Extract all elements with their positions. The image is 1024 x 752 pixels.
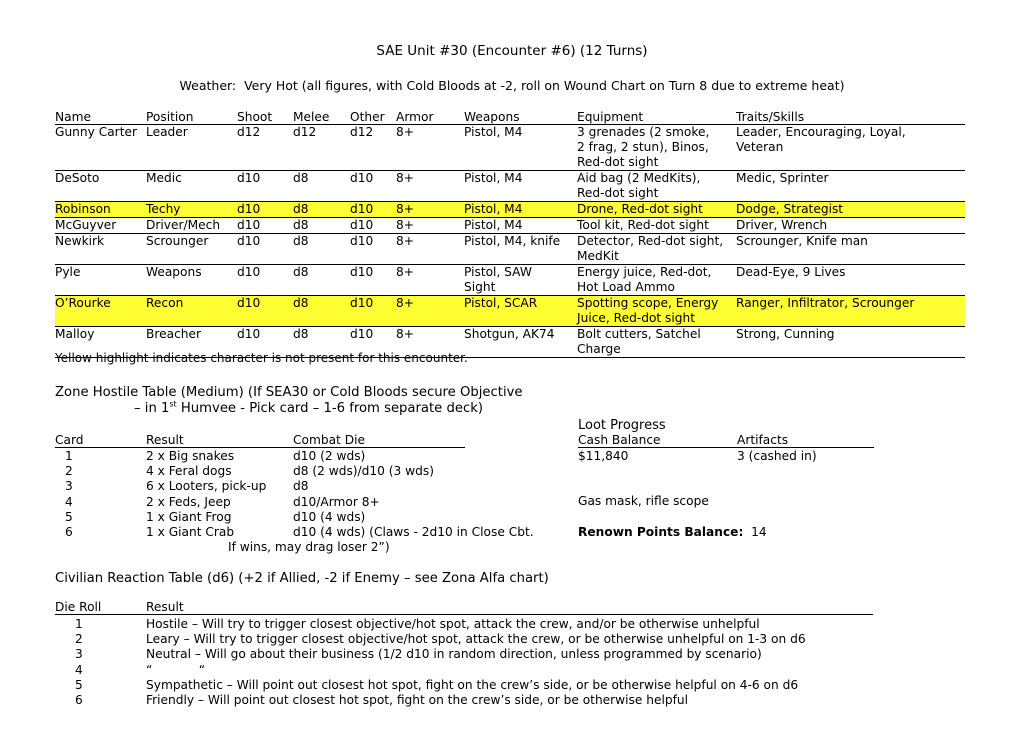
roster-cell-traits: Driver, Wrench <box>736 218 828 232</box>
zone-cell-result: 2 x Big snakes <box>146 449 235 463</box>
roster-row <box>55 171 965 202</box>
roster-cell-equipment: Detector, Red-dot sight, MedKit <box>577 234 724 263</box>
roster-cell-equipment: Energy juice, Red-dot, Hot Load Ammo <box>577 265 712 294</box>
roster-cell-name: Pyle <box>55 265 81 279</box>
roster-cell-position: Leader <box>146 125 188 139</box>
roster-cell-shoot: d10 <box>237 202 261 216</box>
civilian-header-roll: Die Roll <box>55 600 102 614</box>
roster-cell-weapons: Pistol, M4 <box>464 202 523 216</box>
roster-cell-armor: 8+ <box>396 234 414 248</box>
zone-cell-card: 6 <box>65 525 73 539</box>
zone-header-result: Result <box>146 433 184 447</box>
civilian-cell-roll: 1 <box>75 617 83 631</box>
zone-cell-die: d10 (4 wds) <box>293 509 366 524</box>
weather-label: Weather: <box>179 78 237 93</box>
roster-cell-other: d10 <box>350 234 374 248</box>
civilian-table-title: Civilian Reaction Table (d6) (+2 if Allied, -2 if Enemy – see Zona Alfa chart) <box>55 571 549 586</box>
header-equipment: Equipment <box>577 110 644 124</box>
zone-cell-card: 5 <box>65 509 73 524</box>
roster-cell-name: Gunny Carter <box>55 125 137 139</box>
roster-cell-shoot: d10 <box>237 218 261 232</box>
roster-cell-weapons: Pistol, SCAR <box>464 296 538 310</box>
header-armor: Armor <box>396 110 434 124</box>
civilian-row <box>55 663 873 678</box>
roster-cell-melee: d8 <box>293 327 309 341</box>
roster-cell-weapons: Pistol, M4, knife <box>464 234 561 248</box>
zone-subtitle-sup: st <box>169 399 177 409</box>
roster-cell-other: d12 <box>350 125 374 139</box>
roster-cell-melee: d8 <box>293 171 309 185</box>
roster-cell-name: Newkirk <box>55 234 105 248</box>
roster-cell-melee: d8 <box>293 265 309 279</box>
zone-cell-result: 4 x Feral dogs <box>146 464 232 479</box>
header-shoot: Shoot <box>237 110 273 124</box>
roster-cell-equipment: 3 grenades (2 smoke, 2 frag, 2 stun), Binos, Red-dot sight <box>577 125 710 169</box>
roster-row <box>55 296 965 327</box>
renown-value: 14 <box>751 525 767 539</box>
weather-line <box>0 78 1024 93</box>
roster-cell-name: Robinson <box>55 202 111 216</box>
weather-text: Very Hot (all figures, with Cold Bloods at -2, roll on Wound Chart on Turn 8 due to extreme heat) <box>244 78 845 93</box>
roster-cell-armor: 8+ <box>396 125 414 139</box>
zone-row <box>55 449 575 464</box>
roster-cell-position: Scrounger <box>146 234 209 248</box>
roster-cell-melee: d8 <box>293 218 309 232</box>
roster-cell-other: d10 <box>350 265 374 279</box>
roster-cell-name: DeSoto <box>55 171 100 185</box>
loot-header-cash: Cash Balance <box>578 433 661 447</box>
zone-cell-result: 6 x Looters, pick-up <box>146 479 267 494</box>
civilian-cell-roll: 2 <box>75 632 83 647</box>
roster-cell-traits: Strong, Cunning <box>736 327 835 341</box>
zone-cell-card: 3 <box>65 479 73 494</box>
roster-cell-equipment: Tool kit, Red-dot sight <box>577 218 709 232</box>
header-melee: Melee <box>293 110 330 124</box>
roster-cell-weapons: Pistol, M4 <box>464 171 523 185</box>
zone-header-die: Combat Die <box>293 433 365 447</box>
roster-cell-name: Malloy <box>55 327 95 341</box>
highlight-note: Yellow highlight indicates character is not present for this encounter. <box>55 351 468 365</box>
zone-cell-card: 1 <box>65 449 73 463</box>
zone-cell-result: 2 x Feds, Jeep <box>146 494 231 509</box>
loot-cash-value: $11,840 <box>578 449 629 463</box>
zone-cell-die: d8 (2 wds)/d10 (3 wds) <box>293 464 434 479</box>
zone-row <box>55 479 575 494</box>
zone-cell-die: d10 (2 wds) <box>293 449 366 463</box>
loot-items: Gas mask, rifle scope <box>578 494 709 508</box>
zone-continuation: If wins, may drag loser 2”) <box>228 540 390 554</box>
roster-cell-equipment: Aid bag (2 MedKits), Red-dot sight <box>577 171 701 200</box>
zone-header-card: Card <box>55 433 84 447</box>
zone-cell-die: d10 (4 wds) (Claws - 2d10 in Close Cbt. <box>293 525 534 539</box>
zone-cell-card: 2 <box>65 464 73 479</box>
roster-cell-shoot: d10 <box>237 265 261 279</box>
civilian-row <box>55 647 873 662</box>
zone-header-row <box>55 433 465 448</box>
civilian-cell-roll: 6 <box>75 693 83 707</box>
roster-cell-weapons: Pistol, M4 <box>464 125 523 139</box>
civilian-cell-roll: 5 <box>75 677 83 692</box>
roster-cell-traits: Medic, Sprinter <box>736 171 829 185</box>
civilian-row <box>55 678 873 693</box>
roster-cell-other: d10 <box>350 296 374 310</box>
roster-cell-shoot: d10 <box>237 296 261 310</box>
roster-cell-equipment: Drone, Red-dot sight <box>577 202 703 216</box>
roster-row <box>55 265 965 296</box>
civilian-row <box>55 693 873 708</box>
roster-row <box>55 218 965 234</box>
loot-title: Loot Progress <box>578 418 666 433</box>
roster-cell-melee: d12 <box>293 125 317 139</box>
loot-artifacts-value: 3 (cashed in) <box>737 449 817 463</box>
roster-cell-shoot: d10 <box>237 171 261 185</box>
roster-table <box>55 109 965 358</box>
zone-cell-result: 1 x Giant Crab <box>146 525 235 539</box>
roster-cell-melee: d8 <box>293 296 309 310</box>
civilian-row <box>55 617 873 632</box>
roster-cell-other: d10 <box>350 171 374 185</box>
roster-cell-shoot: d10 <box>237 234 261 248</box>
zone-row <box>55 510 575 525</box>
roster-cell-armor: 8+ <box>396 218 414 232</box>
roster-row <box>55 234 965 265</box>
roster-header-row <box>55 109 965 125</box>
civilian-cell-roll: 4 <box>75 662 83 677</box>
roster-cell-name: McGuyver <box>55 218 117 232</box>
roster-cell-weapons: Pistol, SAW Sight <box>464 265 532 294</box>
zone-row <box>55 464 575 479</box>
zone-row <box>55 495 575 510</box>
zone-cell-die: d8 <box>293 479 309 494</box>
roster-cell-traits: Leader, Encouraging, Loyal, Veteran <box>736 125 906 154</box>
roster-cell-other: d10 <box>350 327 374 341</box>
header-weapons: Weapons <box>464 110 520 124</box>
roster-cell-equipment: Bolt cutters, Satchel Charge <box>577 327 701 356</box>
roster-cell-armor: 8+ <box>396 171 414 185</box>
civilian-cell-result: “ “ <box>146 662 206 677</box>
roster-cell-name: O’Rourke <box>55 296 111 310</box>
civilian-header-row <box>55 600 873 615</box>
zone-subtitle-pre: – in 1 <box>134 401 170 416</box>
civilian-cell-result: Neutral – Will go about their business (1/2 d10 in random direction, unless programmed by scenario) <box>146 647 762 662</box>
page-title: SAE Unit #30 (Encounter #6) (12 Turns) <box>376 43 648 59</box>
civilian-cell-result: Friendly – Will point out closest hot spot, fight on the crew’s side, or be otherwise helpful <box>146 693 689 707</box>
zone-table-subtitle <box>134 401 483 416</box>
header-name: Name <box>55 110 91 124</box>
zone-cell-result: 1 x Giant Frog <box>146 509 232 524</box>
roster-cell-position: Techy <box>146 202 181 216</box>
civilian-cell-result: Leary – Will try to trigger closest objective/hot spot, attack the crew, or be otherwise unhelpful on 1-3 on d6 <box>146 632 806 647</box>
roster-cell-armor: 8+ <box>396 296 414 310</box>
loot-header-artifacts: Artifacts <box>737 433 789 447</box>
civilian-header-result: Result <box>146 600 184 614</box>
roster-cell-other: d10 <box>350 202 374 216</box>
roster-cell-position: Driver/Mech <box>146 218 221 232</box>
header-other: Other <box>350 110 385 124</box>
civilian-cell-result: Hostile – Will try to trigger closest objective/hot spot, attack the crew, and/or be otherwise unhelpful <box>146 617 760 631</box>
roster-cell-armor: 8+ <box>396 202 414 216</box>
renown-line <box>578 525 767 539</box>
roster-cell-armor: 8+ <box>396 327 414 341</box>
zone-cell-card: 4 <box>65 494 73 509</box>
roster-cell-equipment: Spotting scope, Energy Juice, Red-dot sight <box>577 296 719 325</box>
header-position: Position <box>146 110 194 124</box>
zone-table-title: Zone Hostile Table (Medium) (If SEA30 or Cold Bloods secure Objective <box>55 385 523 400</box>
roster-cell-position: Weapons <box>146 265 202 279</box>
zone-cell-die: d10/Armor 8+ <box>293 494 380 509</box>
roster-cell-shoot: d10 <box>237 327 261 341</box>
roster-cell-traits: Ranger, Infiltrator, Scrounger <box>736 296 915 310</box>
header-traits: Traits/Skills <box>736 110 805 124</box>
roster-cell-shoot: d12 <box>237 125 261 139</box>
roster-cell-weapons: Shotgun, AK74 <box>464 327 555 341</box>
roster-cell-weapons: Pistol, M4 <box>464 218 523 232</box>
roster-cell-traits: Dead-Eye, 9 Lives <box>736 265 846 279</box>
roster-cell-melee: d8 <box>293 202 309 216</box>
civilian-cell-roll: 3 <box>75 647 83 662</box>
roster-cell-other: d10 <box>350 218 374 232</box>
zone-row <box>55 525 575 540</box>
roster-cell-position: Recon <box>146 296 184 310</box>
roster-cell-melee: d8 <box>293 234 309 248</box>
roster-row <box>55 202 965 218</box>
renown-label: Renown Points Balance: <box>578 525 744 539</box>
roster-cell-traits: Dodge, Strategist <box>736 202 844 216</box>
zone-subtitle-post: Humvee - Pick card – 1-6 from separate deck) <box>176 401 484 416</box>
roster-cell-traits: Scrounger, Knife man <box>736 234 868 248</box>
roster-cell-position: Breacher <box>146 327 202 341</box>
civilian-row <box>55 632 873 647</box>
roster-cell-armor: 8+ <box>396 265 414 279</box>
loot-header-row <box>578 433 874 448</box>
roster-cell-position: Medic <box>146 171 182 185</box>
civilian-cell-result: Sympathetic – Will point out closest hot spot, fight on the crew’s side, or be otherwise helpful on 4-6 on d6 <box>146 677 799 692</box>
roster-row <box>55 125 965 171</box>
